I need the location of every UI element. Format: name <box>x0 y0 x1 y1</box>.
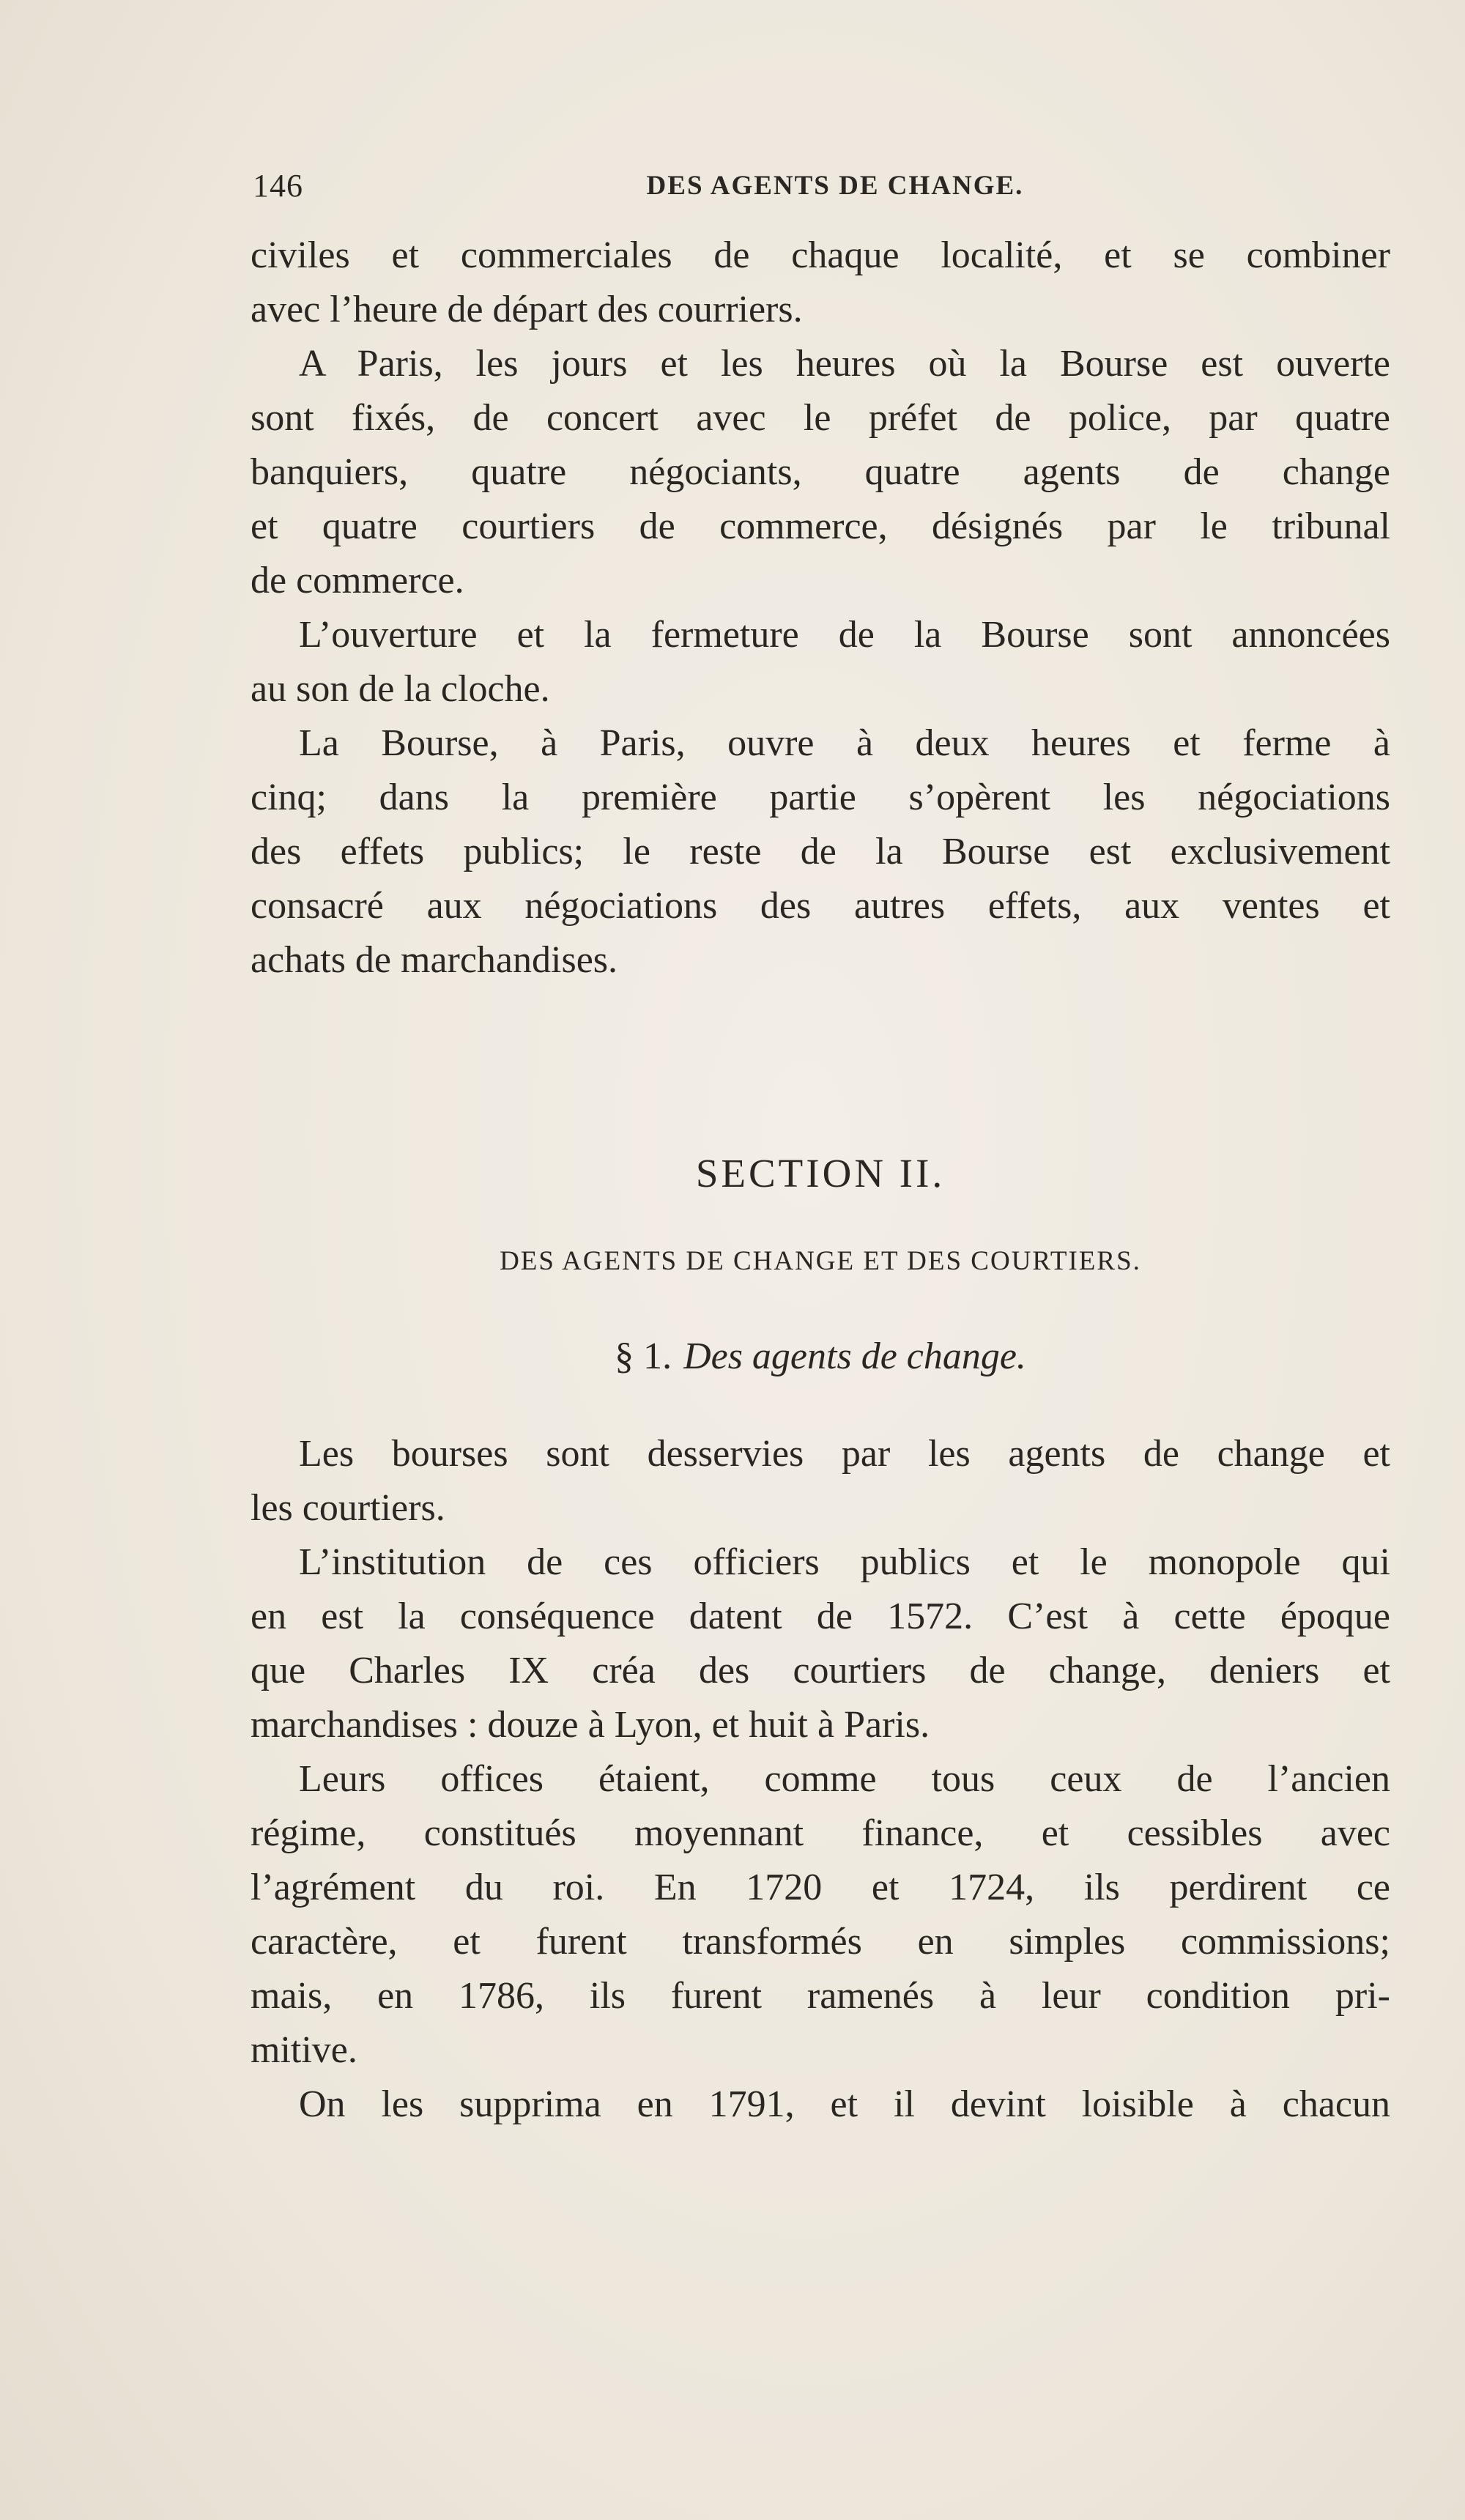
section-subtitle: DES AGENTS DE CHANGE ET DES COURTIERS. <box>500 1246 1141 1276</box>
text-line: les courtiers. <box>251 1487 445 1529</box>
text-line: que Charles IX créa des courtiers de change, deniers et <box>251 1650 1390 1691</box>
text-line: La Bourse, à Paris, ouvre à deux heures et ferme à <box>299 722 1390 764</box>
text-line: On les supprima en 1791, et il devint loisible à chacun <box>299 2083 1390 2125</box>
text-line: civiles et commerciales de chaque localité, et se combiner <box>251 234 1390 276</box>
text-line: mitive. <box>251 2029 357 2071</box>
text-line: l’agrément du roi. En 1720 et 1724, ils perdirent ce <box>251 1867 1390 1908</box>
text-line: de commerce. <box>251 560 464 601</box>
text-block-1 <box>251 229 1390 987</box>
text-line: L’ouverture et la fermeture de la Bourse sont annoncées <box>299 614 1390 656</box>
text-line: en est la conséquence datent de 1572. C’est à cette époque <box>251 1596 1390 1637</box>
text-line: L’institution de ces officiers publics et le monopole qui <box>299 1541 1390 1583</box>
page-number: 146 <box>253 168 303 204</box>
text-line: au son de la cloche. <box>251 668 550 710</box>
page-header <box>253 167 1388 211</box>
text-block-2 <box>251 1427 1390 2132</box>
text-line: avec l’heure de départ des courriers. <box>251 289 803 330</box>
text-line: caractère, et furent transformés en simples commissions; <box>251 1921 1390 1963</box>
paragraph-heading <box>251 1335 1390 1378</box>
text-line: cinq; dans la première partie s’opèrent les négociations <box>251 777 1390 818</box>
text-line: marchandises : douze à Lyon, et huit à Paris. <box>251 1704 930 1746</box>
text-line: Leurs offices étaient, comme tous ceux de l’ancien <box>299 1758 1390 1800</box>
text-line: et quatre courtiers de commerce, désignés par le tribunal <box>251 505 1390 547</box>
paragraph-sign: § 1. <box>615 1335 672 1377</box>
text-line: banquiers, quatre négociants, quatre agents de change <box>251 451 1390 493</box>
text-line: Les bourses sont desservies par les agents de change et <box>299 1433 1390 1475</box>
paragraph-title: Des agents de change. <box>683 1335 1026 1377</box>
text-line: consacré aux négociations des autres effets, aux ventes et <box>251 885 1390 927</box>
section-title: SECTION II. <box>695 1151 946 1196</box>
text-line: A Paris, les jours et les heures où la Bourse est ouverte <box>299 343 1390 385</box>
text-line: mais, en 1786, ils furent ramenés à leur condition pri- <box>251 1975 1390 2017</box>
text-line: des effets publics; le reste de la Bourse est exclusivement <box>251 831 1390 872</box>
text-line: sont fixés, de concert avec le préfet de police, par quatre <box>251 397 1390 439</box>
running-head: DES AGENTS DE CHANGE. <box>646 171 1024 201</box>
text-line: régime, constitués moyennant finance, et cessibles avec <box>251 1812 1390 1854</box>
text-line: achats de marchandises. <box>251 939 618 981</box>
